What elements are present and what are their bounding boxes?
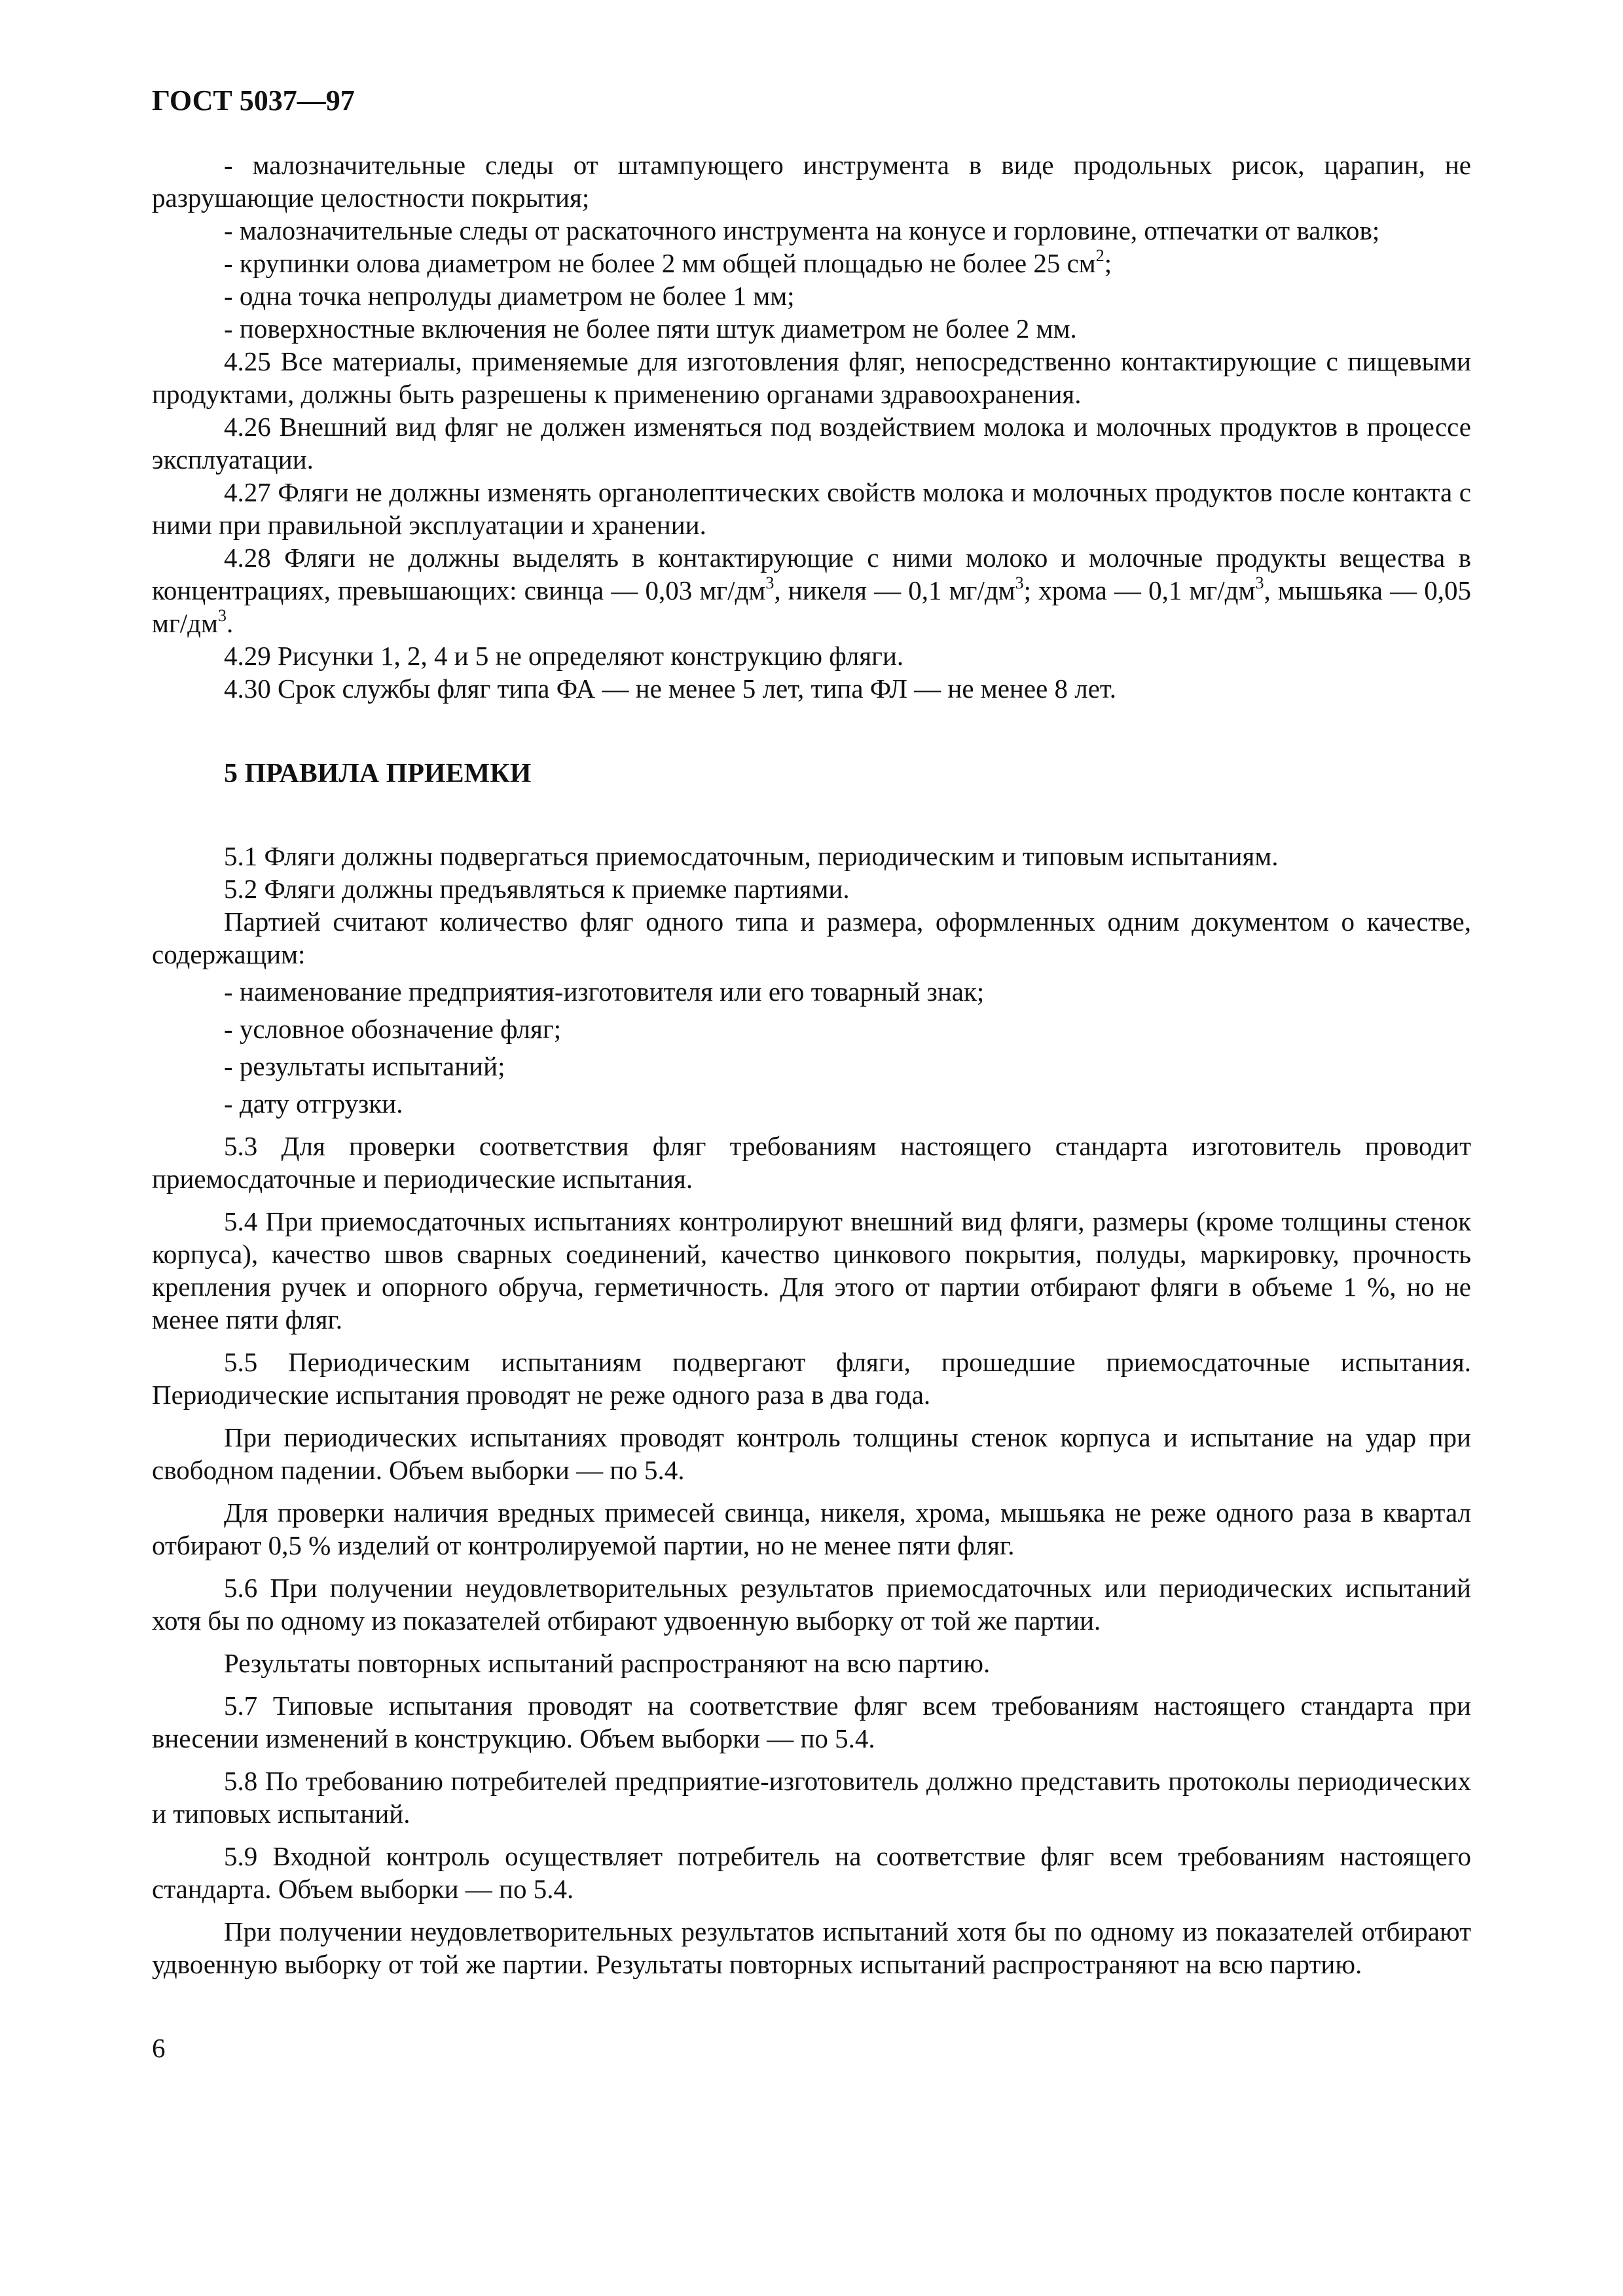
text-run: 4.28 Фляги не должны выделять в контактирующие с ними молоко и молочные продукты вещества в концентрациях, превышающих: свинца — 0,03 мг/дм (152, 543, 1471, 605)
text-run: - крупинки олова диаметром не более 2 мм общей площадью не более 25 см (224, 248, 1096, 278)
document-page (152, 84, 1471, 2064)
superscript: 3 (1015, 573, 1024, 593)
paragraph: 4.25 Все материалы, применяемые для изготовления фляг, непосредственно контактирующие с пищевыми продуктами, должны быть разрешены к применению органами здравоохранения. (152, 346, 1471, 409)
list-item: - условное обозначение фляг; (224, 1014, 562, 1044)
paragraph: При получении неудовлетворительных результатов испытаний хотя бы по одному из показателей отбирают удвоенную выборку от той же партии. Результаты повторных испытаний распространяют на всю партию. (152, 1916, 1471, 1979)
page-number: 6 (152, 2033, 166, 2063)
text-run: ; (1104, 248, 1112, 278)
superscript: 3 (1255, 573, 1264, 593)
paragraph: При периодических испытаниях проводят контроль толщины стенок корпуса и испытание на удар при свободном падении. Объем выборки — по 5.4. (152, 1422, 1471, 1485)
paragraph: 4.30 Срок службы фляг типа ФА — не менее 5 лет, типа ФЛ — не менее 8 лет. (224, 673, 1117, 704)
superscript: 2 (1095, 246, 1104, 266)
paragraph: 5.1 Фляги должны подвергаться приемосдаточным, периодическим и типовым испытаниям. (224, 841, 1279, 871)
text-run: ; хрома — 0,1 мг/дм (1023, 575, 1256, 605)
paragraph: Результаты повторных испытаний распространяют на всю партию. (224, 1648, 991, 1678)
paragraph: 5.7 Типовые испытания проводят на соответствие фляг всем требованиям настоящего стандарта при внесении изменений в конструкцию. Объем выборки — по 5.4. (152, 1691, 1471, 1753)
list-item: - наименование предприятия-изготовителя или его товарный знак; (224, 977, 985, 1007)
paragraph: 5.4 При приемосдаточных испытаниях контролируют внешний вид фляги, размеры (кроме толщины стенок корпуса), качество швов сварных соединений, качество цинкового покрытия, полуды, маркировку, прочность крепления ручек и опорного обруча, герметичность. Для этого от партии отбирают фляги в объеме 1 %, но не менее пяти фляг. (152, 1206, 1471, 1335)
paragraph: 4.29 Рисунки 1, 2, 4 и 5 не определяют конструкцию фляги. (224, 641, 904, 671)
document-header: ГОСТ 5037—97 (152, 84, 355, 117)
paragraph: 5.5 Периодическим испытаниям подвергают фляги, прошедшие приемосдаточные испытания. Периодические испытания проводят не реже одного раза в два года. (152, 1347, 1471, 1410)
paragraph: Партией считают количество фляг одного типа и размера, оформленных одним документом о качестве, содержащим: (152, 906, 1471, 969)
paragraph: - малозначительные следы от раскаточного инструмента на конусе и горловине, отпечатки от валков; (224, 215, 1380, 245)
paragraph: 5.3 Для проверки соответствия фляг требованиям настоящего стандарта изготовитель проводит приемосдаточные и периодические испытания. (152, 1131, 1471, 1194)
list-item: - дату отгрузки. (224, 1088, 403, 1119)
paragraph: 5.9 Входной контроль осуществляет потребитель на соответствие фляг всем требованиям настоящего стандарта. Объем выборки — по 5.4. (152, 1841, 1471, 1904)
paragraph: 5.2 Фляги должны предъявляться к приемке партиями. (224, 874, 850, 904)
paragraph: 4.26 Внешний вид фляг не должен изменяться под воздействием молока и молочных продуктов в процессе эксплуатации. (152, 412, 1471, 475)
superscript: 3 (765, 573, 775, 593)
text-run: , мышьяка — 0,05 мг/дм (152, 575, 1471, 638)
list-item: - результаты испытаний; (224, 1051, 505, 1081)
section-heading: 5 ПРАВИЛА ПРИЕМКИ (224, 759, 532, 789)
paragraph-4-28 (152, 541, 1471, 639)
paragraph: - поверхностные включения не более пяти штук диаметром не более 2 мм. (224, 314, 1077, 344)
paragraph: - одна точка непролуды диаметром не более 1 мм; (224, 281, 795, 311)
paragraph: Для проверки наличия вредных примесей свинца, никеля, хрома, мышьяка не реже одного раза в квартал отбирают 0,5 % изделий от контролируемой партии, но не менее пяти фляг. (152, 1498, 1471, 1560)
text-run: . (226, 608, 234, 638)
paragraph: 5.6 При получении неудовлетворительных результатов приемосдаточных или периодических испытаний хотя бы по одному из показателей отбирают удвоенную выборку от той же партии. (152, 1573, 1471, 1636)
paragraph: 5.8 По требованию потребителей предприятие-изготовитель должно представить протоколы периодических и типовых испытаний. (152, 1766, 1471, 1829)
superscript: 3 (217, 606, 227, 626)
paragraph (152, 247, 1471, 279)
text-run: , никеля — 0,1 мг/дм (774, 575, 1015, 605)
paragraph: 4.27 Фляги не должны изменять органолептических свойств молока и молочных продуктов после контакта с ними при правильной эксплуатации и хранении. (152, 477, 1471, 540)
paragraph: - малозначительные следы от штампующего инструмента в виде продольных рисок, царапин, не разрушающие целостности покрытия; (152, 150, 1471, 213)
